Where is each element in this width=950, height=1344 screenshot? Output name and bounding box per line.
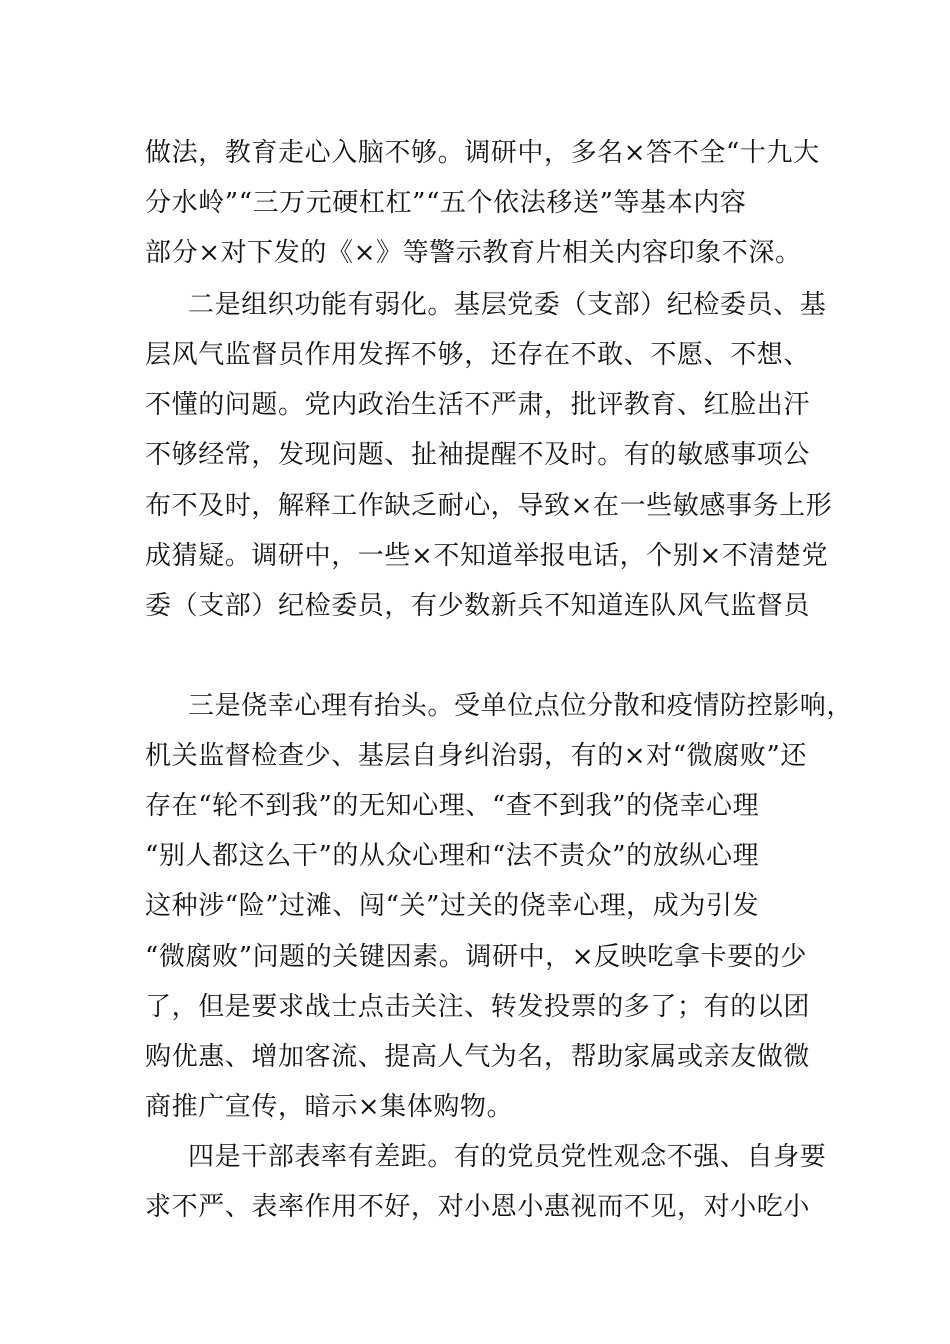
paragraph-heading-line: 三是侥幸心理有抬头。受单位点位分散和疫情防控影响， bbox=[188, 691, 854, 721]
text-line: 不够经常，发现问题、扯袖提醒不及时。有的敏感事项公 bbox=[145, 440, 811, 470]
text-line: 布不及时，解释工作缺乏耐心，导致×在一些敏感事务上形 bbox=[145, 491, 833, 521]
paragraph-heading-line: 四是干部表率有差距。有的党员党性观念不强、自身要 bbox=[188, 1142, 827, 1172]
text-line: “微腐败”问题的关键因素。调研中，×反映吃拿卡要的少 bbox=[145, 942, 807, 972]
text-line: 求不严、表率作用不好，对小恩小惠视而不见，对小吃小 bbox=[145, 1192, 811, 1222]
text-line: 商推广宣传，暗示×集体购物。 bbox=[145, 1092, 514, 1122]
paragraph-heading-line: 二是组织功能有弱化。基层党委（支部）纪检委员、基 bbox=[188, 290, 827, 320]
text-line: 分水岭”“三万元硬杠杠”“五个依法移送”等基本内容 bbox=[145, 188, 747, 218]
text-line: 委（支部）纪检委员，有少数新兵不知道连队风气监督员 bbox=[145, 591, 811, 621]
text-line: 这种涉“险”过滩、闯“关”过关的侥幸心理，成为引发 bbox=[145, 891, 760, 921]
text-line: 成猜疑。调研中，一些×不知道举报电话，个别×不清楚党 bbox=[145, 541, 829, 571]
text-line: 做法，教育走心入脑不够。调研中，多名×答不全“十九大 bbox=[145, 138, 820, 168]
text-line: 购优惠、增加客流、提高人气为名，帮助家属或亲友做微 bbox=[145, 1042, 811, 1072]
text-line: 不懂的问题。党内政治生活不严肃，批评教育、红脸出汗 bbox=[145, 390, 811, 420]
text-line: “别人都这么干”的从众心理和“法不责众”的放纵心理 bbox=[145, 841, 760, 871]
text-line: 机关监督检查少、基层自身纠治弱，有的×对“微腐败”还 bbox=[145, 741, 807, 771]
text-line: 层风气监督员作用发挥不够，还存在不敢、不愿、不想、 bbox=[145, 340, 811, 370]
text-line: 存在“轮不到我”的无知心理、“查不到我”的侥幸心理 bbox=[145, 791, 760, 821]
text-line: 部分×对下发的《×》等警示教育片相关内容印象不深。 bbox=[145, 238, 802, 268]
text-line: 了，但是要求战士点击关注、转发投票的多了；有的以团 bbox=[145, 992, 811, 1022]
